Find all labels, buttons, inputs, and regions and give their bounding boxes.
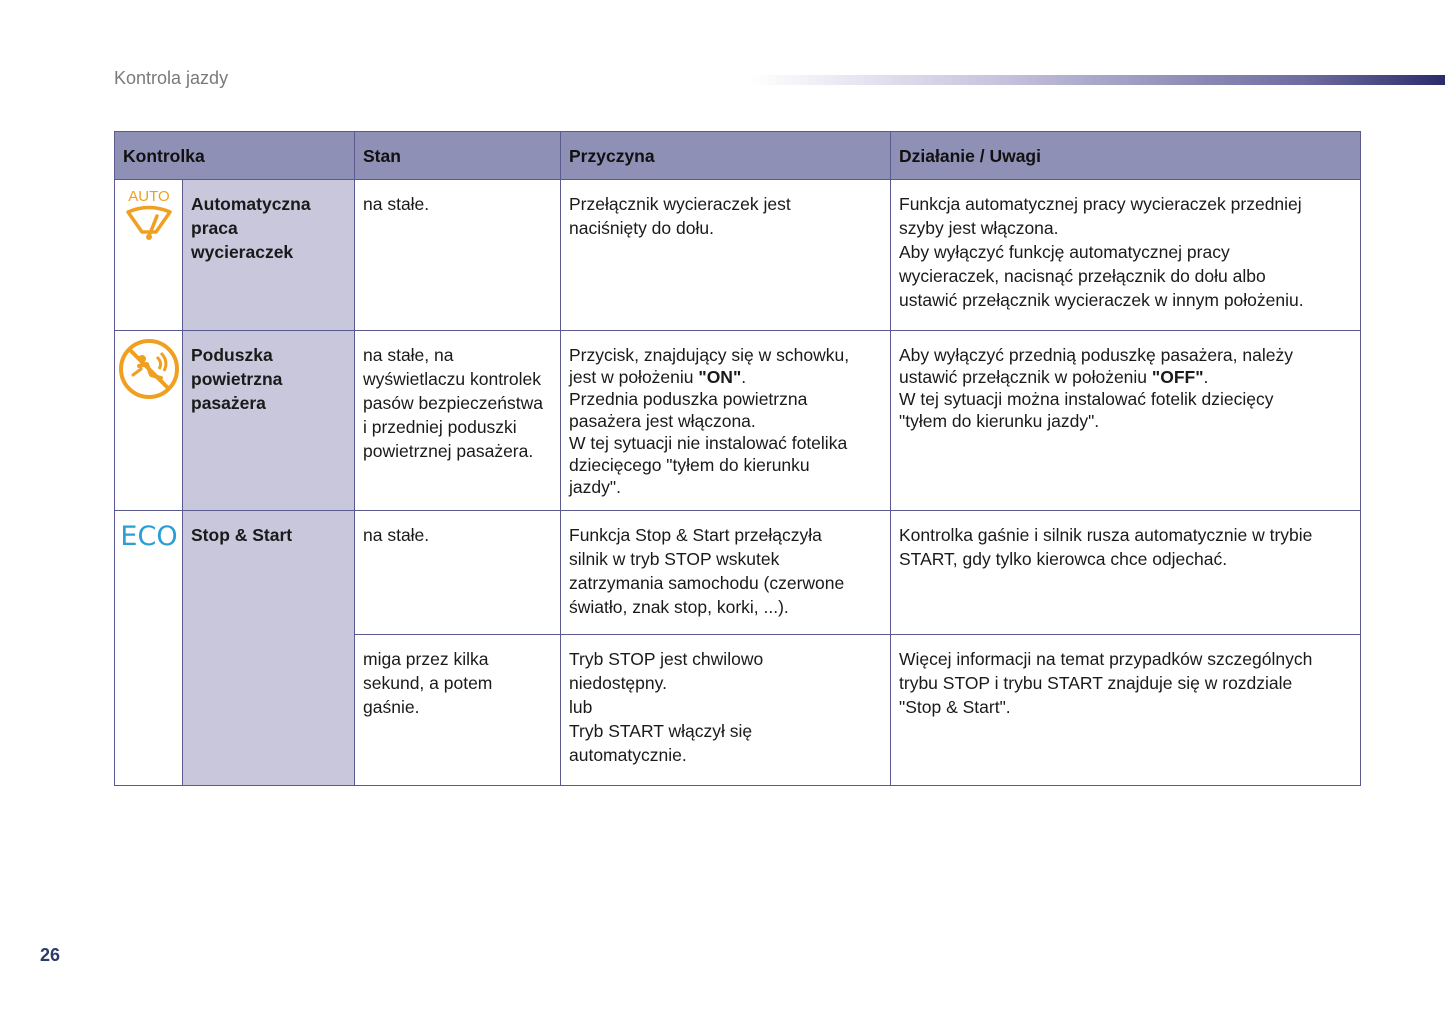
table-row bbox=[115, 180, 1361, 331]
indicator-name: Automatyczna praca wycieraczek bbox=[183, 180, 355, 331]
eco-icon bbox=[116, 517, 182, 553]
cause-cell: Tryb STOP jest chwilowo niedostępny. lub Tryb START włączył się automatycznie. bbox=[561, 635, 891, 786]
icon-cell bbox=[115, 511, 183, 786]
state-cell: miga przez kilka sekund, a potem gaśnie. bbox=[355, 635, 561, 786]
state-cell: na stałe. bbox=[355, 180, 561, 331]
table-row bbox=[115, 511, 1361, 635]
state-cell: na stałe. bbox=[355, 511, 561, 635]
action-cell: Funkcja automatycznej pracy wycieraczek przedniej szyby jest włączona. Aby wyłączyć funkcję automatycznej pracy wycieraczek, nacisnąć przełącznik do dołu albo ustawić przełącznik wycieraczek w innym położeniu. bbox=[891, 180, 1361, 331]
action-cell: Kontrolka gaśnie i silnik rusza automatycznie w trybie START, gdy tylko kierowca chce odjechać. bbox=[891, 511, 1361, 635]
passenger-airbag-off-icon bbox=[117, 337, 181, 401]
cause-cell: Przycisk, znajdujący się w schowku, jest w położeniu "ON". Przednia poduszka powietrzna pasażera jest włączona. W tej sytuacji nie instalować fotelika dziecięcego "tyłem do kierunku jazdy". bbox=[561, 331, 891, 511]
icon-cell bbox=[115, 331, 183, 511]
page-number: 26 bbox=[40, 945, 61, 965]
icon-cell bbox=[115, 180, 183, 331]
header-gradient-bar bbox=[750, 75, 1445, 85]
cause-cell: Funkcja Stop & Start przełączyła silnik w tryb STOP wskutek zatrzymania samochodu (czerwone światło, znak stop, korki, ...). bbox=[561, 511, 891, 635]
table-header-row bbox=[115, 132, 1361, 180]
state-cell: na stałe, na wyświetlaczu kontrolek pasów bezpieczeństwa i przedniej poduszki powietrznej pasażera. bbox=[355, 331, 561, 511]
column-header-przyczyna: Przyczyna bbox=[561, 132, 891, 180]
column-header-stan: Stan bbox=[355, 132, 561, 180]
auto-wiper-icon bbox=[118, 186, 180, 246]
cause-cell: Przełącznik wycieraczek jest naciśnięty do dołu. bbox=[561, 180, 891, 331]
warning-lights-table bbox=[114, 131, 1361, 786]
column-header-dzialanie: Działanie / Uwagi bbox=[891, 132, 1361, 180]
indicator-name: Stop & Start bbox=[183, 511, 355, 786]
action-cell: Więcej informacji na temat przypadków szczególnych trybu STOP i trybu START znajduje się w rozdziale "Stop & Start". bbox=[891, 635, 1361, 786]
auto-icon-label: AUTO bbox=[127, 188, 170, 205]
action-cell: Aby wyłączyć przednią poduszkę pasażera, należy ustawić przełącznik w położeniu "OFF". W tej sytuacji można instalować fotelik dziecięcy "tyłem do kierunku jazdy". bbox=[891, 331, 1361, 511]
eco-icon-label: ECO bbox=[119, 521, 178, 552]
table-row bbox=[115, 331, 1361, 511]
column-header-kontrolka: Kontrolka bbox=[115, 132, 355, 180]
section-title: Kontrola jazdy bbox=[114, 68, 229, 88]
indicator-name: Poduszka powietrzna pasażera bbox=[183, 331, 355, 511]
